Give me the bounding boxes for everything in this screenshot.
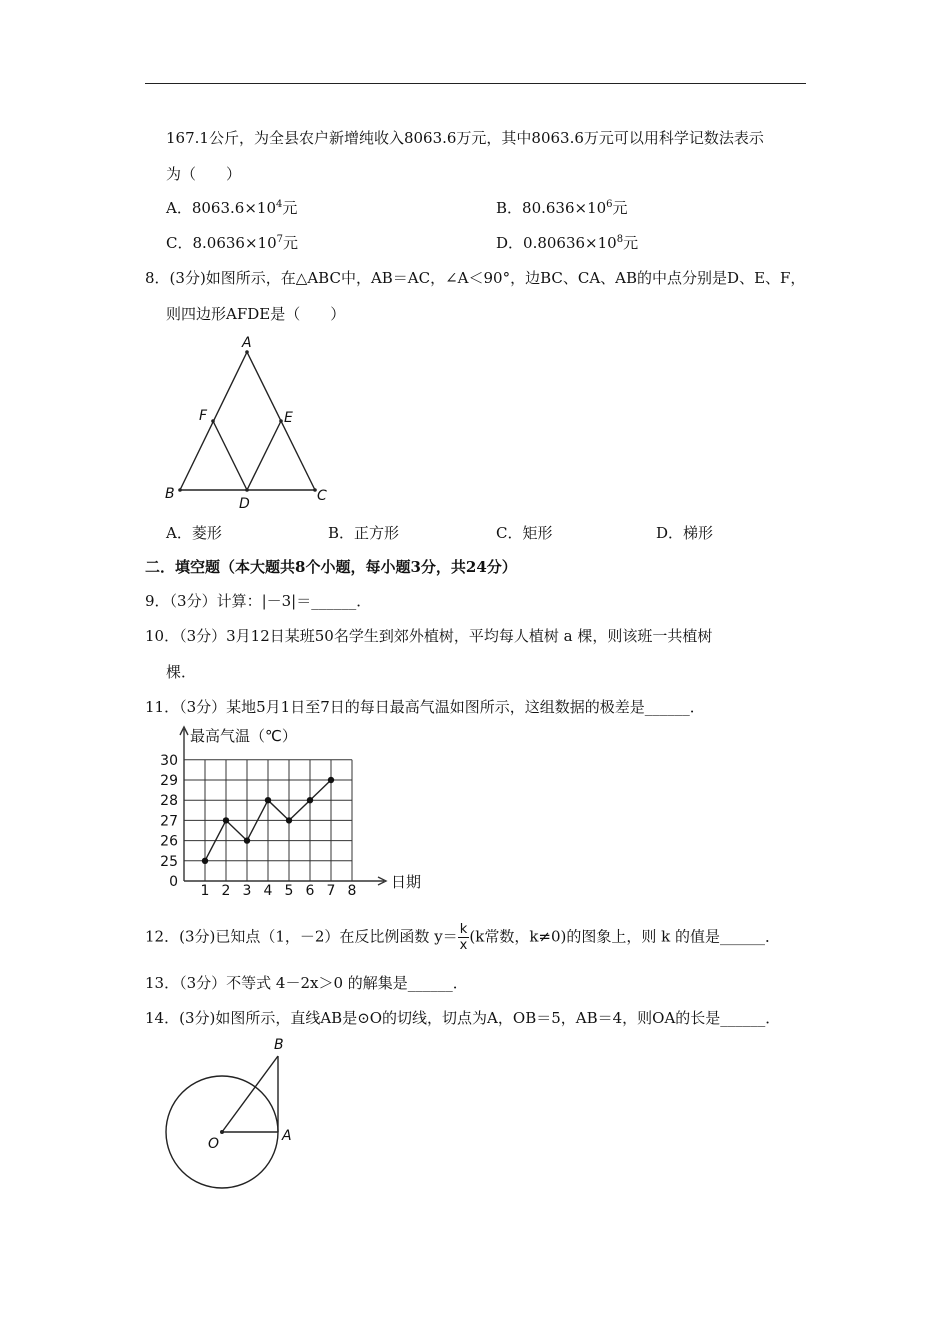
- segment-ed: [247, 421, 281, 490]
- circle-tangent-figure: [160, 1032, 310, 1192]
- segment-fd: [213, 421, 247, 490]
- label-d: D: [239, 496, 250, 512]
- q11: 11．（3分）某地5月1日至7日的每日最高气温如图所示，这组数据的极差是______．: [145, 698, 705, 716]
- x-tick-label: 8: [347, 883, 357, 898]
- q10-line1: 10．（3分）3月12日某班50名学生到郊外植树，平均每人植树 a 棵，则该班一共植树: [145, 627, 713, 645]
- fraction-numerator: k: [458, 922, 470, 938]
- q10-line2: 棵．: [166, 663, 197, 681]
- q7-line2: 为（ ）: [166, 165, 242, 183]
- q12: [145, 922, 780, 953]
- x-tick-label: 7: [326, 883, 336, 898]
- data-point: [328, 777, 334, 783]
- q8-option-b[interactable]: B．正方形: [328, 524, 400, 542]
- segment-ob: [222, 1056, 278, 1132]
- label-a: A: [282, 1128, 292, 1144]
- q8-option-a[interactable]: A．菱形: [166, 524, 222, 542]
- data-point: [223, 817, 229, 823]
- q8-option-c[interactable]: C．矩形: [496, 524, 553, 542]
- q13: 13．（3分）不等式 4－2x＞0 的解集是______．: [145, 974, 468, 992]
- q12-suffix: (k常数，k≠0)的图象上，则 k 的值是______．: [469, 927, 780, 946]
- header-rule: [145, 83, 806, 84]
- temperature-chart: [160, 723, 440, 898]
- x-tick-label: 3: [242, 883, 252, 898]
- q9: 9．（3分）计算：|－3|＝______．: [145, 592, 372, 610]
- x-tick-label: 6: [305, 883, 315, 898]
- label-e: E: [284, 410, 293, 426]
- data-point: [286, 817, 292, 823]
- q8-line2: 则四边形AFDE是（ ）: [166, 305, 346, 323]
- data-point: [307, 797, 313, 803]
- x-tick-label: 1: [200, 883, 210, 898]
- label-b: B: [274, 1037, 284, 1053]
- label-b: B: [165, 486, 175, 502]
- label-f: F: [199, 408, 208, 424]
- data-point: [244, 837, 250, 843]
- y-tick-label: 27: [160, 813, 178, 830]
- y-tick-label: 28: [160, 793, 178, 810]
- q7-option-d[interactable]: D．$0.80636\times 10^8$元: [496, 234, 639, 252]
- triangle-figure: [160, 330, 340, 515]
- section-heading: 二．填空题（本大题共8个小题，每小题3分，共24分）: [145, 558, 517, 576]
- q7-option-b[interactable]: B．$80.636\times 10^6$元: [496, 199, 628, 217]
- y-tick-label: 25: [160, 853, 178, 870]
- fraction-denominator: x: [459, 938, 468, 953]
- q12-prefix: 12．(3分)已知点（1，－2）在反比例函数 y＝: [145, 927, 458, 946]
- q14: 14．(3分)如图所示，直线AB是⊙O的切线，切点为A，OB＝5，AB＝4，则OA的长是______．: [145, 1009, 781, 1027]
- x-tick-label: 4: [263, 883, 273, 898]
- label-c: C: [317, 488, 327, 504]
- q7-line1: 167.1公斤，为全县农户新增纯收入8063.6万元，其中8063.6万元可以用科学记数法表示: [166, 129, 764, 147]
- x-tick-label: 5: [284, 883, 294, 898]
- data-point: [202, 858, 208, 864]
- label-a: A: [242, 335, 252, 351]
- y-tick-label: 29: [160, 773, 178, 789]
- x-axis-title: 日期: [391, 873, 422, 891]
- x-tick-label: 2: [221, 883, 231, 898]
- q7-option-c[interactable]: C．$8.0636\times 10^7$元: [166, 234, 299, 252]
- y-tick-label: 30: [160, 752, 178, 769]
- q8-option-d[interactable]: D．梯形: [656, 524, 714, 542]
- q7-option-a[interactable]: A．$8063.6\times 10^4$元: [166, 199, 298, 217]
- q8-line1: 8．(3分)如图所示，在△ABC中，AB＝AC，∠A＜90°，边BC、CA、AB的中点分别是D、E、F，: [145, 269, 806, 287]
- y-axis-title: 最高气温（℃）: [190, 727, 297, 745]
- origin-label: 0: [169, 874, 178, 890]
- data-point: [265, 797, 271, 803]
- label-o: O: [208, 1136, 220, 1152]
- y-tick-label: 26: [160, 833, 178, 850]
- fraction-k-over-x: [458, 922, 470, 953]
